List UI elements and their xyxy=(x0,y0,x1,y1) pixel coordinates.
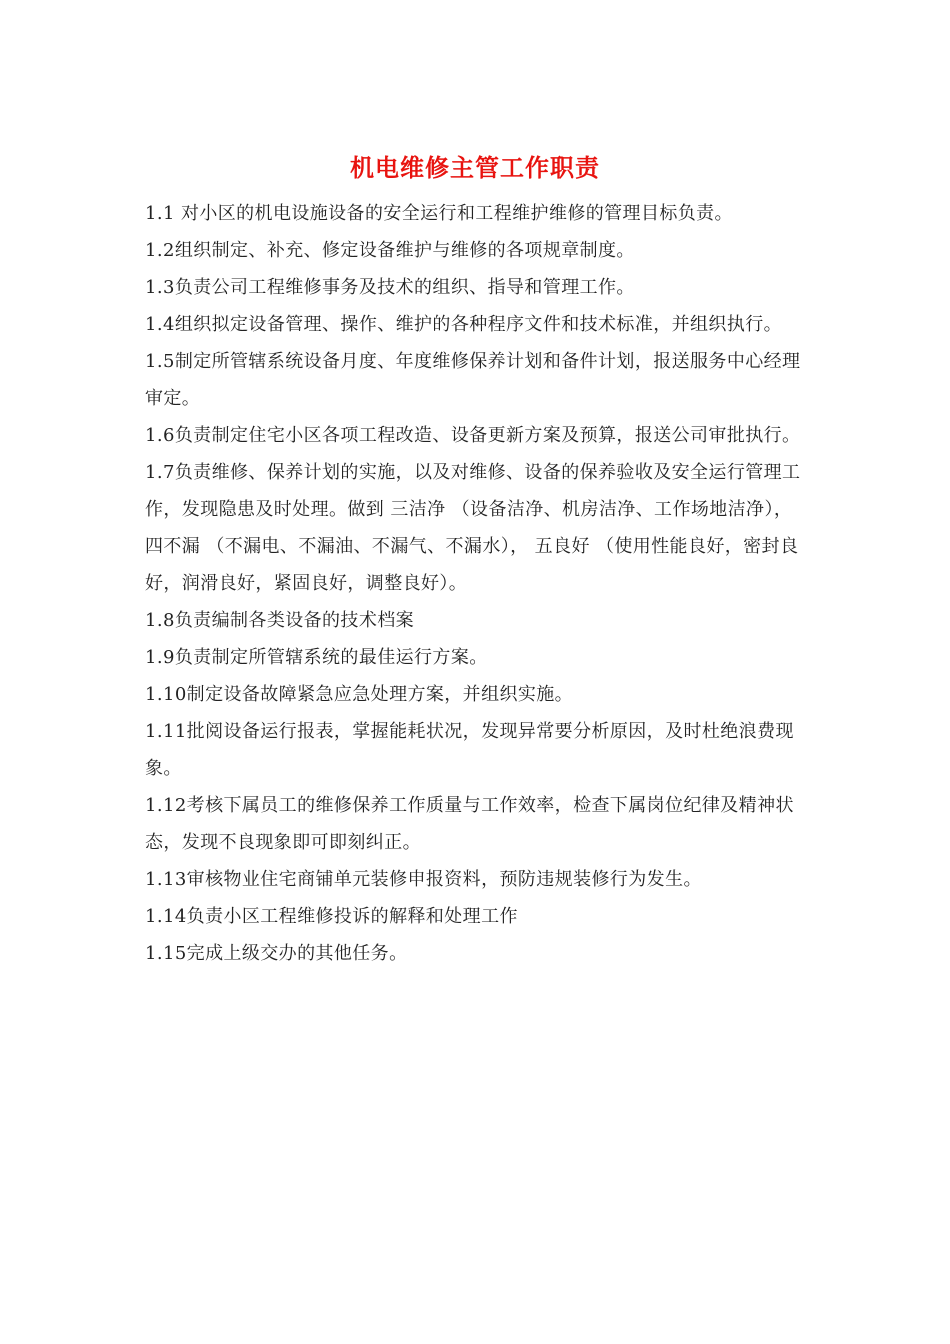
duty-item-1-6: 1.6负责制定住宅小区各项工程改造、设备更新方案及预算，报送公司审批执行。 xyxy=(145,425,801,446)
duty-item-1-14: 1.14负责小区工程维修投诉的解释和处理工作 xyxy=(145,906,518,927)
duty-item-1-9: 1.9负责制定所管辖系统的最佳运行方案。 xyxy=(145,647,488,668)
duty-item-1-10: 1.10制定设备故障紧急应急处理方案，并组织实施。 xyxy=(145,684,574,705)
duty-item-1-12: 1.12考核下属员工的维修保养工作质量与工作效率，检查下属岗位纪律及精神状态，发现不良现象即可即刻纠正。 xyxy=(145,795,794,853)
duty-item-1-11: 1.11批阅设备运行报表，掌握能耗状况，发现异常要分析原因，及时杜绝浪费现象。 xyxy=(145,721,794,779)
document-title: 机电维修主管工作职责 xyxy=(350,154,600,182)
duty-item-1-15: 1.15完成上级交办的其他任务。 xyxy=(145,943,408,964)
duty-item-1-1: 1.1 对小区的机电设施设备的安全运行和工程维护维修的管理目标负责。 xyxy=(145,203,733,224)
duty-item-1-8: 1.8负责编制各类设备的技术档案 xyxy=(145,610,415,631)
duty-item-1-2: 1.2组织制定、补充、修定设备维护与维修的各项规章制度。 xyxy=(145,240,635,261)
duty-item-1-7: 1.7负责维修、保养计划的实施，以及对维修、设备的保养验收及安全运行管理工作，发现隐患及时处理。做到 三洁净 （设备洁净、机房洁净、工作场地洁净）， 四不漏 （不漏电、不漏油、不漏气、不漏水）， 五良好 （使用性能良好，密封良好，润滑良好，紧固良好，调整良好）。 xyxy=(145,462,801,594)
duty-item-1-3: 1.3负责公司工程维修事务及技术的组织、指导和管理工作。 xyxy=(145,277,635,298)
duty-item-1-5: 1.5制定所管辖系统设备月度、年度维修保养计划和备件计划，报送服务中心经理审定。 xyxy=(145,351,801,409)
duty-item-1-4: 1.4组织拟定设备管理、操作、维护的各种程序文件和技术标准，并组织执行。 xyxy=(145,314,783,335)
duty-item-1-13: 1.13审核物业住宅商铺单元装修申报资料，预防违规装修行为发生。 xyxy=(145,869,702,890)
document-body xyxy=(145,195,810,972)
